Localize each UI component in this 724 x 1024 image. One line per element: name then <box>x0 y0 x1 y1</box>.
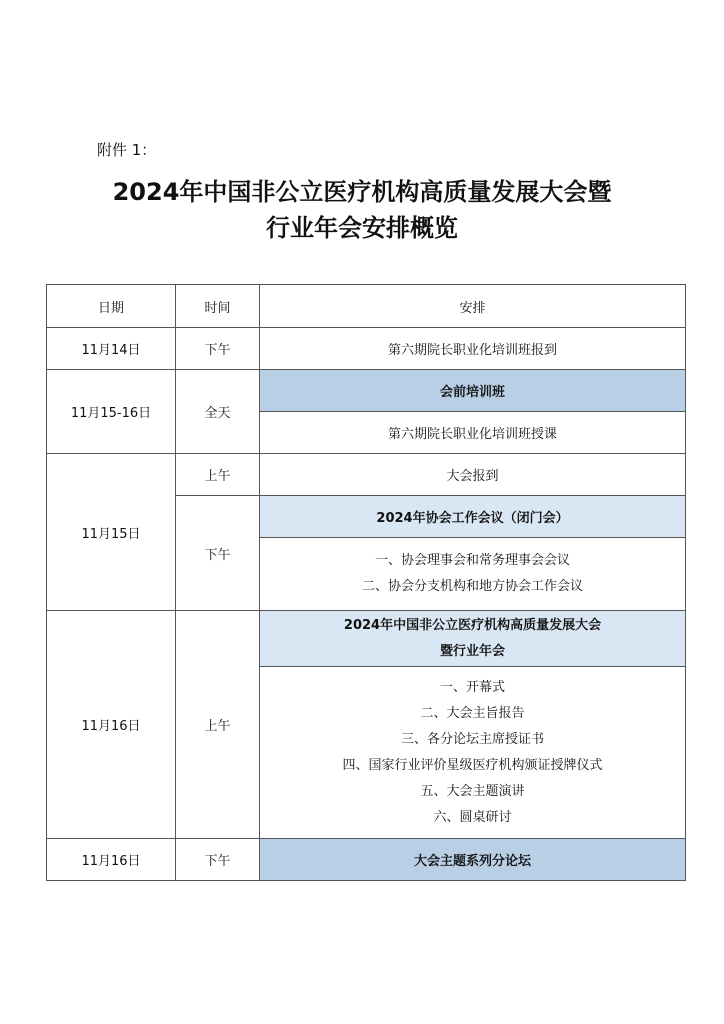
cell-date: 11月14日 <box>47 328 176 370</box>
table-row <box>47 611 686 667</box>
table-row <box>47 328 686 370</box>
cell-item: 第六期院长职业化培训班授课 <box>260 412 686 454</box>
cell-time: 下午 <box>176 839 260 881</box>
attachment-label: 附件 1： <box>97 141 157 159</box>
cell-date: 11月15日 <box>47 454 176 611</box>
document-title-line1: 2024年中国非公立医疗机构高质量发展大会暨 <box>112 178 612 206</box>
list-item: 二、协会分支机构和地方协会工作会议 <box>361 579 583 594</box>
table-row <box>47 839 686 881</box>
list-item: 四、国家行业评价星级医疗机构颁证授牌仪式 <box>342 757 603 773</box>
cell-item: 第六期院长职业化培训班报到 <box>260 328 686 370</box>
cell-time: 下午 <box>176 328 260 370</box>
cell-date: 11月15-16日 <box>47 370 176 454</box>
table-row <box>47 454 686 496</box>
header-date: 日期 <box>47 285 176 328</box>
cell-date: 11月16日 <box>47 611 176 839</box>
table-row <box>47 370 686 412</box>
list-item: 一、协会理事会和常务理事会会议 <box>374 553 570 568</box>
cell-time: 下午 <box>176 496 260 611</box>
cell-heading: 大会主题系列分论坛 <box>260 839 686 881</box>
list-item: 三、各分论坛主席授证书 <box>400 731 544 747</box>
list-item: 五、大会主题演讲 <box>420 783 525 799</box>
list-item: 二、大会主旨报告 <box>420 705 525 721</box>
cell-time: 上午 <box>176 454 260 496</box>
cell-time: 全天 <box>176 370 260 454</box>
header-arrangement: 安排 <box>260 285 686 328</box>
heading-line: 2024年中国非公立医疗机构高质量发展大会 <box>343 617 602 633</box>
cell-list <box>260 538 686 611</box>
cell-date: 11月16日 <box>47 839 176 881</box>
cell-heading: 2024年协会工作会议（闭门会） <box>260 496 686 538</box>
cell-heading <box>260 611 686 667</box>
cell-heading: 会前培训班 <box>260 370 686 412</box>
header-time: 时间 <box>176 285 260 328</box>
schedule-table <box>46 284 686 881</box>
document-title-line2: 行业年会安排概览 <box>266 214 458 242</box>
heading-line: 暨行业年会 <box>439 643 505 659</box>
list-item: 一、开幕式 <box>439 679 505 695</box>
table-header-row <box>47 285 686 328</box>
cell-time: 上午 <box>176 611 260 839</box>
cell-item: 大会报到 <box>260 454 686 496</box>
list-item: 六、圆桌研讨 <box>433 809 512 825</box>
cell-list <box>260 667 686 839</box>
